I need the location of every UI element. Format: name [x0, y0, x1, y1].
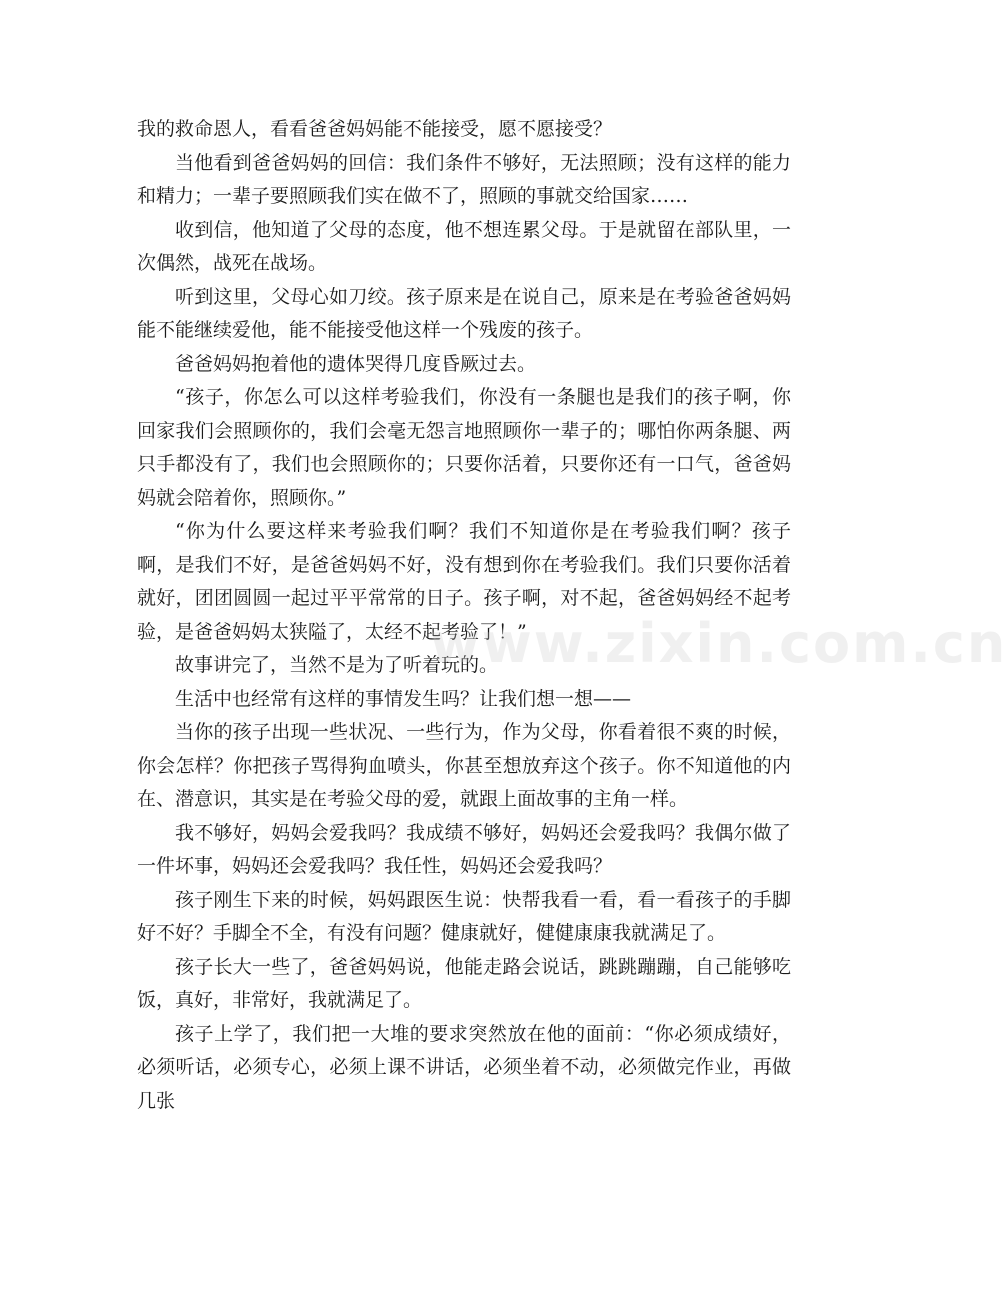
paragraph: 孩子刚生下来的时候，妈妈跟医生说：快帮我看一看，看一看孩子的手脚好不好？手脚全不全，有没有问题？健康就好，健健康康我就满足了。 — [137, 888, 791, 944]
paragraph: 故事讲完了，当然不是为了听着玩的。 — [175, 654, 499, 676]
document-body — [137, 113, 791, 1118]
paragraph-quote: “你为什么要这样来考验我们啊？我们不知道你是在考验我们啊？孩子啊，是我们不好，是爸爸妈妈不好，没有想到你在考验我们。我们只要你活着就好，团团圆圆一起过平平常常的日子。孩子啊，对不起，爸爸妈妈经不起考验，是爸爸妈妈太狭隘了，太经不起考验了！” — [137, 520, 791, 643]
paragraph: 生活中也经常有这样的事情发生吗？让我们想一想—— — [175, 687, 632, 710]
paragraph: 我不够好，妈妈会爱我吗？我成绩不够好，妈妈还会爱我吗？我偶尔做了一件坏事，妈妈还会爱我吗？我任性，妈妈还会爱我吗？ — [137, 821, 791, 877]
paragraph: 孩子上学了，我们把一大堆的要求突然放在他的面前：“你必须成绩好，必须听话，必须专心，必须上课不讲话，必须坐着不动，必须做完作业，再做几张 — [137, 1022, 791, 1112]
paragraph-quote: “孩子，你怎么可以这样考验我们，你没有一条腿也是我们的孩子啊，你回家我们会照顾你的，我们会毫无怨言地照顾你一辈子的；哪怕你两条腿、两只手都没有了，我们也会照顾你的；只要你活着，只要你还有一口气，爸爸妈妈就会陪着你，照顾你。” — [137, 386, 791, 509]
paragraph: 孩子长大一些了，爸爸妈妈说，他能走路会说话，跳跳蹦蹦，自己能够吃饭，真好，非常好，我就满足了。 — [137, 955, 791, 1011]
watermark: www.zixin.com.cn — [430, 612, 1007, 675]
paragraph: 听到这里，父母心如刀绞。孩子原来是在说自己，原来是在考验爸爸妈妈能不能继续爱他，能不能接受他这样一个残废的孩子。 — [137, 285, 791, 341]
paragraph: 当他看到爸爸妈妈的回信：我们条件不够好，无法照顾；没有这样的能力和精力；一辈子要照顾我们实在做不了，照顾的事就交给国家…… — [137, 151, 791, 207]
paragraph: 当你的孩子出现一些状况、一些行为，作为父母，你看着很不爽的时候，你会怎样？你把孩子骂得狗血喷头，你甚至想放弃这个孩子。你不知道他的内在、潜意识，其实是在考验父母的爱，就跟上面故事的主角一样。 — [137, 721, 791, 810]
paragraph-continuation: 我的救命恩人，看看爸爸妈妈能不能接受，愿不愿接受？ — [137, 118, 613, 140]
paragraph: 爸爸妈妈抱着他的遗体哭得几度昏厥过去。 — [175, 352, 537, 375]
paragraph: 收到信，他知道了父母的态度，他不想连累父母。于是就留在部队里，一次偶然，战死在战场。 — [137, 218, 791, 274]
